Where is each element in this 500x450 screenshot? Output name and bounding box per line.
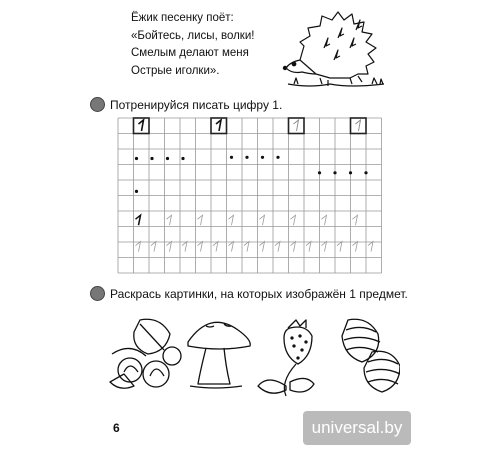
sample-box [211, 118, 227, 134]
practice-dot [230, 156, 233, 159]
trace-digit-one [244, 242, 249, 252]
trace-digit-one [260, 215, 265, 225]
hazelnuts-icon [110, 319, 181, 388]
practice-dot [135, 157, 138, 160]
hedgehog-icon [280, 8, 390, 93]
watermark: universal.by [303, 411, 411, 445]
practice-dot [333, 171, 336, 174]
trace-digit-one [151, 242, 156, 252]
trace-digit-one [198, 215, 203, 225]
pinecones-icon [342, 319, 400, 392]
trace-digit-one [322, 242, 327, 252]
digit-one-sample [139, 120, 144, 131]
trace-digit-one [260, 242, 265, 252]
practice-dot [166, 157, 169, 160]
trace-digit-one [322, 215, 327, 225]
poem-line-3: Смелым делают меня [131, 47, 249, 59]
poem-line-1: Ёжик песенку поёт: [131, 12, 234, 24]
practice-dot [135, 190, 138, 193]
practice-dot [245, 156, 248, 159]
sample-box [134, 118, 150, 134]
digit-one-sample [356, 120, 361, 131]
practice-dot [318, 171, 321, 174]
digit-one-sample [294, 120, 299, 131]
poem [131, 10, 291, 80]
trace-digit-one [167, 215, 172, 225]
trace-digit-one [353, 242, 358, 252]
trace-digit-one [229, 242, 234, 252]
trace-digit-one [136, 242, 141, 252]
task-1 [90, 97, 282, 112]
trace-digit-one [291, 242, 296, 252]
writing-grid [117, 117, 387, 275]
trace-digit-one [229, 215, 234, 225]
practice-dot [276, 156, 279, 159]
trace-digit-one [275, 242, 280, 252]
trace-digit-one [198, 242, 203, 252]
practice-dot [349, 171, 352, 174]
mushroom-icon [188, 322, 250, 388]
sample-box [351, 118, 367, 134]
practice-dot [364, 171, 367, 174]
trace-digit-one [182, 242, 187, 252]
task-2-bullet [90, 286, 105, 301]
practice-dot [261, 156, 264, 159]
sample-box [289, 118, 305, 134]
coloring-pictures [100, 312, 400, 402]
poem-line-2: «Бойтесь, лисы, волки! [131, 29, 255, 42]
poem-line-4: Острые иголки». [131, 64, 220, 77]
trace-digit-one [167, 242, 172, 252]
task-1-bullet [90, 97, 105, 112]
trace-digit-one [368, 242, 373, 252]
strawberry-icon [258, 320, 314, 396]
trace-digit-one [136, 215, 141, 225]
practice-dot [150, 157, 153, 160]
page-number: 6 [113, 421, 120, 435]
digit-one-sample [216, 120, 221, 131]
task-2 [90, 286, 408, 301]
trace-digit-one [213, 242, 218, 252]
trace-digit-one [353, 215, 358, 225]
trace-digit-one [337, 242, 342, 252]
practice-dot [181, 157, 184, 160]
trace-digit-one [306, 242, 311, 252]
task-2-text: Раскрась картинки, на которых изображён 1 предмет. [110, 286, 408, 301]
task-1-text: Потренируйся писать цифру 1. [110, 97, 283, 112]
trace-digit-one [291, 215, 296, 225]
